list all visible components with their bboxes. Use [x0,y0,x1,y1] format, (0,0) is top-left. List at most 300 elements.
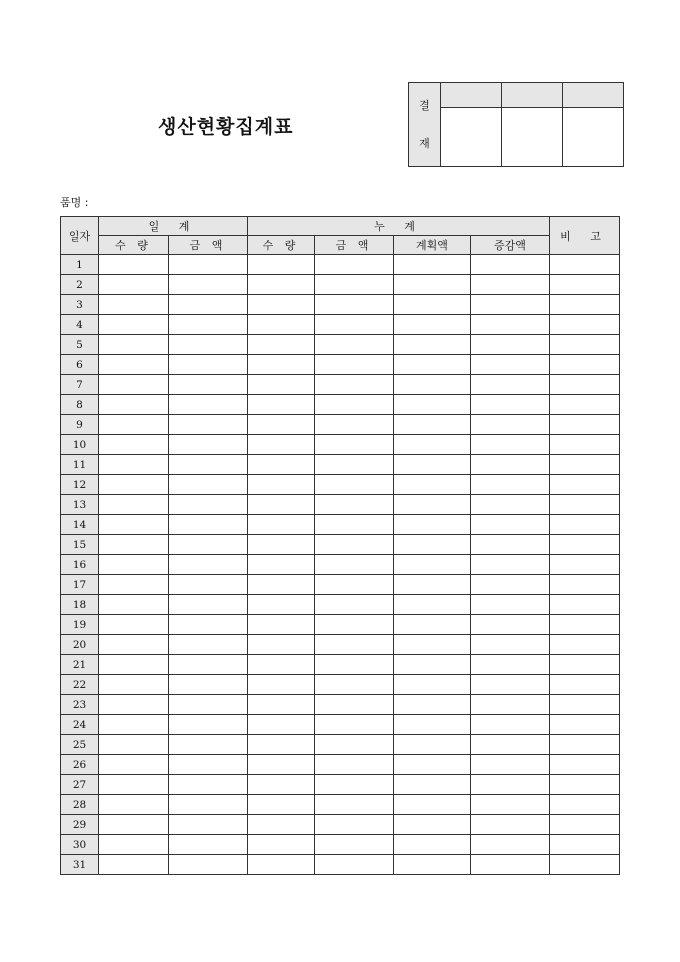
entry-cell[interactable] [550,435,620,455]
entry-cell[interactable] [248,775,315,795]
entry-cell[interactable] [315,455,394,475]
entry-cell[interactable] [99,755,169,775]
entry-cell[interactable] [169,355,248,375]
entry-cell[interactable] [471,395,550,415]
entry-cell[interactable] [99,775,169,795]
entry-cell[interactable] [169,395,248,415]
table-row [61,835,620,855]
entry-cell[interactable] [550,695,620,715]
entry-cell[interactable] [315,415,394,435]
day-number: 18 [61,595,99,615]
entry-cell[interactable] [471,315,550,335]
approval-sign-cell[interactable] [441,108,502,167]
table-row [61,635,620,655]
table-row [61,375,620,395]
remarks-header: 비 고 [550,217,620,255]
entry-cell[interactable] [315,315,394,335]
entry-cell[interactable] [315,715,394,735]
entry-cell[interactable] [169,315,248,335]
entry-cell[interactable] [550,595,620,615]
entry-cell[interactable] [315,635,394,655]
entry-cell[interactable] [471,355,550,375]
entry-cell[interactable] [99,535,169,555]
entry-cell[interactable] [315,495,394,515]
entry-cell[interactable] [169,415,248,435]
table-row [61,575,620,595]
entry-cell[interactable] [315,275,394,295]
entry-cell[interactable] [315,375,394,395]
table-row [61,275,620,295]
entry-cell[interactable] [169,515,248,535]
entry-cell[interactable] [394,835,471,855]
entry-cell[interactable] [550,655,620,675]
table-row [61,675,620,695]
entry-cell[interactable] [394,555,471,575]
day-number: 28 [61,795,99,815]
entry-cell[interactable] [248,735,315,755]
entry-cell[interactable] [471,835,550,855]
entry-cell[interactable] [394,355,471,375]
entry-cell[interactable] [99,635,169,655]
entry-cell[interactable] [471,695,550,715]
day-number: 25 [61,735,99,755]
cumulative-amount-header: 금 액 [315,236,394,255]
approval-label-top: 결 [419,98,430,112]
table-row [61,815,620,835]
entry-cell[interactable] [169,375,248,395]
table-row [61,535,620,555]
entry-cell[interactable] [99,815,169,835]
table-row [61,775,620,795]
day-number: 23 [61,695,99,715]
entry-cell[interactable] [99,275,169,295]
entry-cell[interactable] [315,835,394,855]
entry-cell[interactable] [471,335,550,355]
approval-sign-cell[interactable] [563,108,624,167]
entry-cell[interactable] [471,255,550,275]
day-number: 13 [61,495,99,515]
approval-label-bottom: 재 [419,136,430,150]
entry-cell[interactable] [248,635,315,655]
production-table [60,216,620,875]
day-number: 8 [61,395,99,415]
entry-cell[interactable] [169,535,248,555]
entry-cell[interactable] [550,475,620,495]
entry-cell[interactable] [169,735,248,755]
entry-cell[interactable] [394,615,471,635]
table-row [61,435,620,455]
entry-cell[interactable] [315,395,394,415]
planned-amount-header: 계획액 [394,236,471,255]
variance-header: 증감액 [471,236,550,255]
entry-cell[interactable] [550,415,620,435]
entry-cell[interactable] [99,595,169,615]
entry-cell[interactable] [248,615,315,635]
entry-cell[interactable] [99,375,169,395]
entry-cell[interactable] [550,675,620,695]
table-row [61,795,620,815]
day-number: 5 [61,335,99,355]
entry-cell[interactable] [315,335,394,355]
day-number: 27 [61,775,99,795]
day-number: 17 [61,575,99,595]
entry-cell[interactable] [471,575,550,595]
item-name-label: 품명 : [60,196,89,209]
table-row [61,695,620,715]
entry-cell[interactable] [248,815,315,835]
entry-cell[interactable] [315,775,394,795]
entry-cell[interactable] [550,255,620,275]
entry-cell[interactable] [471,735,550,755]
entry-cell[interactable] [248,855,315,875]
entry-cell[interactable] [248,535,315,555]
day-number: 7 [61,375,99,395]
entry-cell[interactable] [315,435,394,455]
entry-cell[interactable] [169,575,248,595]
day-number: 11 [61,455,99,475]
entry-cell[interactable] [471,675,550,695]
entry-cell[interactable] [248,795,315,815]
table-row [61,595,620,615]
approval-label [409,83,441,167]
entry-cell[interactable] [550,395,620,415]
entry-cell[interactable] [315,655,394,675]
entry-cell[interactable] [248,595,315,615]
entry-cell[interactable] [169,715,248,735]
day-number: 3 [61,295,99,315]
entry-cell[interactable] [169,275,248,295]
entry-cell[interactable] [169,495,248,515]
entry-cell[interactable] [169,475,248,495]
entry-cell[interactable] [99,695,169,715]
entry-cell[interactable] [471,755,550,775]
entry-cell[interactable] [550,555,620,575]
table-row [61,475,620,495]
entry-cell[interactable] [550,735,620,755]
entry-cell[interactable] [394,855,471,875]
entry-cell[interactable] [248,475,315,495]
entry-cell[interactable] [394,375,471,395]
table-row [61,555,620,575]
table-row [61,855,620,875]
table-row [61,255,620,275]
entry-cell[interactable] [550,575,620,595]
entry-cell[interactable] [248,495,315,515]
entry-cell[interactable] [169,815,248,835]
entry-cell[interactable] [394,795,471,815]
entry-cell[interactable] [169,555,248,575]
entry-cell[interactable] [99,615,169,635]
entry-cell[interactable] [248,755,315,775]
entry-cell[interactable] [248,335,315,355]
entry-cell[interactable] [471,535,550,555]
entry-cell[interactable] [394,595,471,615]
entry-cell[interactable] [394,315,471,335]
entry-cell[interactable] [550,795,620,815]
entry-cell[interactable] [248,295,315,315]
day-number: 15 [61,535,99,555]
approval-sign-cell[interactable] [502,108,563,167]
entry-cell[interactable] [99,475,169,495]
day-rows [61,255,620,875]
table-row [61,515,620,535]
entry-cell[interactable] [394,635,471,655]
entry-cell[interactable] [248,355,315,375]
entry-cell[interactable] [394,515,471,535]
entry-cell[interactable] [394,755,471,775]
entry-cell[interactable] [550,295,620,315]
daily-quantity-header: 수 량 [99,236,169,255]
entry-cell[interactable] [248,555,315,575]
entry-cell[interactable] [394,255,471,275]
approval-box [408,82,624,167]
entry-cell[interactable] [471,495,550,515]
table-row [61,495,620,515]
table-row [61,335,620,355]
entry-cell[interactable] [550,335,620,355]
day-number: 26 [61,755,99,775]
day-number: 12 [61,475,99,495]
day-number: 29 [61,815,99,835]
entry-cell[interactable] [550,375,620,395]
table-row [61,315,620,335]
day-number: 2 [61,275,99,295]
entry-cell[interactable] [169,695,248,715]
entry-cell[interactable] [394,695,471,715]
entry-cell[interactable] [99,295,169,315]
day-number: 31 [61,855,99,875]
table-row [61,715,620,735]
entry-cell[interactable] [471,595,550,615]
entry-cell[interactable] [99,575,169,595]
approval-header-cell [563,83,624,108]
entry-cell[interactable] [248,375,315,395]
entry-cell[interactable] [248,715,315,735]
entry-cell[interactable] [315,295,394,315]
entry-cell[interactable] [315,855,394,875]
entry-cell[interactable] [394,275,471,295]
entry-cell[interactable] [471,275,550,295]
day-number: 9 [61,415,99,435]
entry-cell[interactable] [394,655,471,675]
entry-cell[interactable] [248,675,315,695]
entry-cell[interactable] [99,735,169,755]
entry-cell[interactable] [99,795,169,815]
entry-cell[interactable] [550,775,620,795]
entry-cell[interactable] [315,815,394,835]
entry-cell[interactable] [248,515,315,535]
entry-cell[interactable] [315,355,394,375]
entry-cell[interactable] [169,255,248,275]
day-number: 14 [61,515,99,535]
entry-cell[interactable] [550,615,620,635]
entry-cell[interactable] [169,755,248,775]
entry-cell[interactable] [248,435,315,455]
entry-cell[interactable] [99,515,169,535]
entry-cell[interactable] [471,715,550,735]
entry-cell[interactable] [471,415,550,435]
table-row [61,295,620,315]
date-header: 일자 [61,217,99,255]
entry-cell[interactable] [99,415,169,435]
entry-cell[interactable] [550,315,620,335]
entry-cell[interactable] [394,455,471,475]
entry-cell[interactable] [315,595,394,615]
entry-cell[interactable] [550,535,620,555]
entry-cell[interactable] [248,655,315,675]
entry-cell[interactable] [315,555,394,575]
table-row [61,395,620,415]
entry-cell[interactable] [550,815,620,835]
table-row [61,355,620,375]
daily-amount-header: 금 액 [169,236,248,255]
table-row [61,755,620,775]
entry-cell[interactable] [99,495,169,515]
entry-cell[interactable] [394,415,471,435]
entry-cell[interactable] [248,315,315,335]
day-number: 24 [61,715,99,735]
day-number: 19 [61,615,99,635]
entry-cell[interactable] [394,535,471,555]
day-number: 4 [61,315,99,335]
entry-cell[interactable] [315,795,394,815]
day-number: 20 [61,635,99,655]
entry-cell[interactable] [248,695,315,715]
entry-cell[interactable] [99,395,169,415]
entry-cell[interactable] [169,795,248,815]
entry-cell[interactable] [471,635,550,655]
entry-cell[interactable] [315,515,394,535]
entry-cell[interactable] [169,615,248,635]
entry-cell[interactable] [471,775,550,795]
entry-cell[interactable] [394,295,471,315]
entry-cell[interactable] [394,335,471,355]
entry-cell[interactable] [550,715,620,735]
day-number: 30 [61,835,99,855]
day-number: 21 [61,655,99,675]
entry-cell[interactable] [394,735,471,755]
entry-cell[interactable] [394,775,471,795]
entry-cell[interactable] [99,855,169,875]
entry-cell[interactable] [248,395,315,415]
entry-cell[interactable] [471,475,550,495]
entry-cell[interactable] [394,715,471,735]
entry-cell[interactable] [315,675,394,695]
day-number: 16 [61,555,99,575]
entry-cell[interactable] [99,835,169,855]
entry-cell[interactable] [550,755,620,775]
daily-group-header: 일 계 [99,217,248,236]
entry-cell[interactable] [550,855,620,875]
entry-cell[interactable] [471,815,550,835]
entry-cell[interactable] [169,675,248,695]
entry-cell[interactable] [248,275,315,295]
entry-cell[interactable] [169,435,248,455]
entry-cell[interactable] [248,835,315,855]
entry-cell[interactable] [99,555,169,575]
entry-cell[interactable] [394,815,471,835]
table-row [61,735,620,755]
entry-cell[interactable] [169,635,248,655]
entry-cell[interactable] [471,435,550,455]
day-number: 10 [61,435,99,455]
entry-cell[interactable] [169,335,248,355]
entry-cell[interactable] [248,455,315,475]
entry-cell[interactable] [394,435,471,455]
entry-cell[interactable] [248,575,315,595]
table-row [61,415,620,435]
entry-cell[interactable] [550,495,620,515]
entry-cell[interactable] [99,335,169,355]
entry-cell[interactable] [315,615,394,635]
entry-cell[interactable] [248,415,315,435]
page-title: 생산현황집계표 [158,116,294,138]
entry-cell[interactable] [99,355,169,375]
entry-cell[interactable] [394,395,471,415]
entry-cell[interactable] [315,755,394,775]
entry-cell[interactable] [471,615,550,635]
entry-cell[interactable] [99,435,169,455]
entry-cell[interactable] [99,455,169,475]
entry-cell[interactable] [248,255,315,275]
approval-header-cell [441,83,502,108]
entry-cell[interactable] [169,835,248,855]
entry-cell[interactable] [550,275,620,295]
entry-cell[interactable] [550,355,620,375]
entry-cell[interactable] [550,455,620,475]
entry-cell[interactable] [169,455,248,475]
entry-cell[interactable] [315,255,394,275]
entry-cell[interactable] [394,575,471,595]
entry-cell[interactable] [99,255,169,275]
entry-cell[interactable] [315,575,394,595]
cumulative-quantity-header: 수 량 [248,236,315,255]
cumulative-group-header: 누 계 [248,217,550,236]
entry-cell[interactable] [550,835,620,855]
entry-cell[interactable] [471,855,550,875]
entry-cell[interactable] [169,595,248,615]
entry-cell[interactable] [471,555,550,575]
entry-cell[interactable] [169,655,248,675]
entry-cell[interactable] [99,315,169,335]
entry-cell[interactable] [471,515,550,535]
entry-cell[interactable] [99,655,169,675]
entry-cell[interactable] [550,515,620,535]
entry-cell[interactable] [471,455,550,475]
day-number: 6 [61,355,99,375]
entry-cell[interactable] [550,635,620,655]
entry-cell[interactable] [315,735,394,755]
entry-cell[interactable] [394,495,471,515]
entry-cell[interactable] [315,535,394,555]
entry-cell[interactable] [471,795,550,815]
entry-cell[interactable] [394,475,471,495]
entry-cell[interactable] [169,775,248,795]
entry-cell[interactable] [99,675,169,695]
entry-cell[interactable] [315,475,394,495]
entry-cell[interactable] [394,675,471,695]
approval-header-cell [502,83,563,108]
table-row [61,655,620,675]
entry-cell[interactable] [471,375,550,395]
table-row [61,455,620,475]
entry-cell[interactable] [315,695,394,715]
entry-cell[interactable] [169,295,248,315]
entry-cell[interactable] [471,655,550,675]
entry-cell[interactable] [169,855,248,875]
entry-cell[interactable] [99,715,169,735]
entry-cell[interactable] [471,295,550,315]
